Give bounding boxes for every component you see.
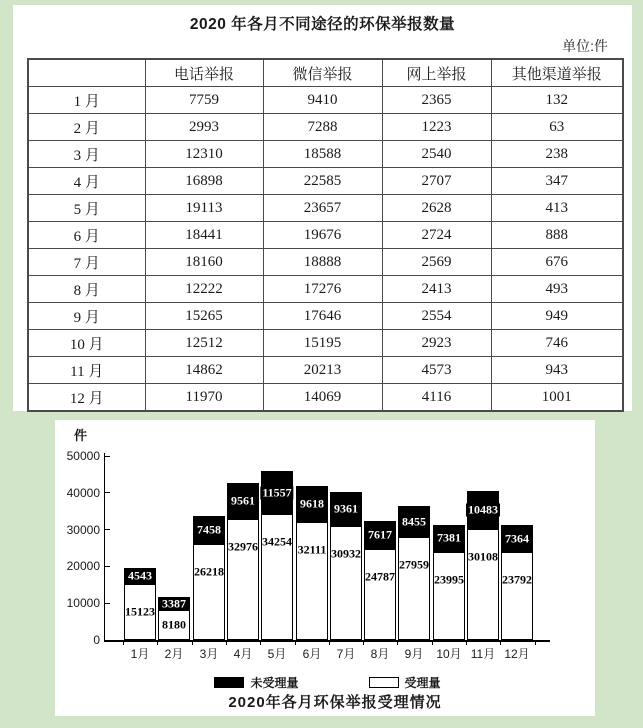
column-header-other: 其他渠道举报 xyxy=(491,59,623,87)
value-cell: 63 xyxy=(491,114,623,141)
y-tick-label: 40000 xyxy=(66,485,100,500)
value-cell: 9410 xyxy=(263,87,382,114)
value-cell: 12222 xyxy=(145,276,263,303)
stacked-bar-chart-panel xyxy=(55,420,595,716)
value-cell: 1001 xyxy=(491,384,623,412)
month-cell: 12 月 xyxy=(28,384,145,412)
value-cell: 949 xyxy=(491,303,623,330)
value-cell: 1223 xyxy=(382,114,491,141)
month-cell: 8 月 xyxy=(28,276,145,303)
accepted-swatch-icon xyxy=(369,677,399,688)
report-table-body xyxy=(28,87,623,412)
month-cell: 4 月 xyxy=(28,168,145,195)
accepted-value-label: 15123 xyxy=(125,604,155,619)
bar-segment-accepted xyxy=(261,514,293,640)
value-cell: 19676 xyxy=(263,222,382,249)
value-cell: 7288 xyxy=(263,114,382,141)
column-header-month xyxy=(28,59,145,87)
x-axis-month-label: 2月 xyxy=(164,647,184,661)
y-tick-mark xyxy=(105,492,110,493)
bar-segment-accepted xyxy=(501,552,533,640)
x-tick-mark xyxy=(157,642,158,645)
value-cell: 2923 xyxy=(382,330,491,357)
bar-segment-accepted xyxy=(467,529,499,640)
value-cell: 2707 xyxy=(382,168,491,195)
x-axis-month-label: 8月 xyxy=(370,647,390,661)
bar-segment-accepted xyxy=(227,519,259,640)
unaccepted-value-label: 10483 xyxy=(468,502,498,517)
y-tick-mark xyxy=(105,566,110,567)
bar-segment-accepted xyxy=(193,544,225,640)
value-cell: 2724 xyxy=(382,222,491,249)
bar-segment-accepted xyxy=(330,526,362,640)
value-cell: 132 xyxy=(491,87,623,114)
x-axis-month-label: 7月 xyxy=(336,647,356,661)
month-cell: 9 月 xyxy=(28,303,145,330)
value-cell: 2993 xyxy=(145,114,263,141)
column-header-wechat: 微信举报 xyxy=(263,59,382,87)
chart-legend xyxy=(105,674,550,691)
value-cell: 14862 xyxy=(145,357,263,384)
x-axis-month-label: 5月 xyxy=(267,647,287,661)
y-axis-line xyxy=(104,453,106,642)
y-tick-label: 20000 xyxy=(66,559,100,574)
unaccepted-value-label: 11557 xyxy=(262,485,292,500)
value-cell: 12310 xyxy=(145,141,263,168)
accepted-value-label: 8180 xyxy=(162,617,186,632)
value-cell: 888 xyxy=(491,222,623,249)
unaccepted-value-label: 7381 xyxy=(437,530,461,545)
x-tick-mark xyxy=(466,642,467,645)
value-cell: 347 xyxy=(491,168,623,195)
legend-label-unaccepted: 未受理量 xyxy=(250,676,299,690)
column-header-phone: 电话举报 xyxy=(145,59,263,87)
accepted-value-label: 27959 xyxy=(399,557,429,572)
unaccepted-value-label: 8455 xyxy=(402,514,426,529)
x-tick-mark xyxy=(500,642,501,645)
unaccepted-value-label: 7458 xyxy=(197,522,221,537)
month-cell: 1 月 xyxy=(28,87,145,114)
x-tick-mark xyxy=(363,642,364,645)
value-cell: 2365 xyxy=(382,87,491,114)
table-row xyxy=(28,168,623,195)
table-row xyxy=(28,303,623,330)
month-cell: 10 月 xyxy=(28,330,145,357)
table-row xyxy=(28,276,623,303)
value-cell: 493 xyxy=(491,276,623,303)
month-cell: 2 月 xyxy=(28,114,145,141)
y-tick-label: 10000 xyxy=(66,596,100,611)
x-tick-mark xyxy=(123,642,124,645)
x-tick-mark xyxy=(432,642,433,645)
bar-segment-accepted xyxy=(296,522,328,640)
value-cell: 17276 xyxy=(263,276,382,303)
value-cell: 943 xyxy=(491,357,623,384)
y-tick-mark xyxy=(105,640,110,641)
value-cell: 14069 xyxy=(263,384,382,412)
value-cell: 22585 xyxy=(263,168,382,195)
value-cell: 18441 xyxy=(145,222,263,249)
unaccepted-swatch-icon xyxy=(214,677,244,688)
legend-entry-accepted xyxy=(369,674,441,691)
value-cell: 19113 xyxy=(145,195,263,222)
x-axis-month-label: 1月 xyxy=(130,647,150,661)
value-cell: 2628 xyxy=(382,195,491,222)
table-row xyxy=(28,384,623,412)
value-cell: 12512 xyxy=(145,330,263,357)
accepted-value-label: 34254 xyxy=(262,534,292,549)
table-row xyxy=(28,195,623,222)
value-cell: 2554 xyxy=(382,303,491,330)
table-row xyxy=(28,357,623,384)
month-cell: 3 月 xyxy=(28,141,145,168)
accepted-value-label: 24787 xyxy=(365,569,395,584)
value-cell: 4573 xyxy=(382,357,491,384)
y-axis-unit-label: 件 xyxy=(74,428,88,443)
table-row xyxy=(28,114,623,141)
value-cell: 17646 xyxy=(263,303,382,330)
accepted-value-label: 30108 xyxy=(468,549,498,564)
value-cell: 746 xyxy=(491,330,623,357)
table-header-row xyxy=(28,59,623,87)
value-cell: 18588 xyxy=(263,141,382,168)
x-tick-mark xyxy=(397,642,398,645)
accepted-value-label: 30932 xyxy=(331,546,361,561)
unit-label: 单位:件 xyxy=(562,38,608,54)
value-cell: 16898 xyxy=(145,168,263,195)
x-tick-mark xyxy=(226,642,227,645)
value-cell: 2413 xyxy=(382,276,491,303)
value-cell: 4116 xyxy=(382,384,491,412)
month-cell: 11 月 xyxy=(28,357,145,384)
table-row xyxy=(28,249,623,276)
unaccepted-value-label: 7364 xyxy=(505,531,529,546)
unaccepted-value-label: 9361 xyxy=(334,501,358,516)
x-tick-mark xyxy=(329,642,330,645)
x-axis-month-label: 3月 xyxy=(199,647,219,661)
unaccepted-value-label: 9561 xyxy=(231,493,255,508)
value-cell: 23657 xyxy=(263,195,382,222)
table-row xyxy=(28,87,623,114)
y-tick-mark xyxy=(105,529,110,530)
value-cell: 20213 xyxy=(263,357,382,384)
report-table-panel xyxy=(13,5,632,411)
value-cell: 676 xyxy=(491,249,623,276)
bar-segment-accepted xyxy=(398,537,430,640)
unaccepted-value-label: 9618 xyxy=(300,496,324,511)
x-axis-month-label: 12月 xyxy=(504,647,530,661)
y-tick-label: 50000 xyxy=(66,449,100,463)
accepted-value-label: 32976 xyxy=(228,539,258,554)
unaccepted-value-label: 3387 xyxy=(162,596,186,611)
x-axis-month-label: 4月 xyxy=(233,647,253,661)
value-cell: 15195 xyxy=(263,330,382,357)
unaccepted-value-label: 7617 xyxy=(368,527,392,542)
accepted-value-label: 32111 xyxy=(297,542,327,557)
x-axis-month-label: 11月 xyxy=(470,647,496,661)
value-cell: 18888 xyxy=(263,249,382,276)
table-row xyxy=(28,141,623,168)
value-cell: 238 xyxy=(491,141,623,168)
x-tick-mark xyxy=(295,642,296,645)
month-cell: 7 月 xyxy=(28,249,145,276)
column-header-online: 网上举报 xyxy=(382,59,491,87)
x-axis-line xyxy=(104,640,551,642)
month-cell: 5 月 xyxy=(28,195,145,222)
value-cell: 413 xyxy=(491,195,623,222)
value-cell: 18160 xyxy=(145,249,263,276)
unaccepted-value-label: 4543 xyxy=(128,568,152,583)
accepted-value-label: 23995 xyxy=(434,572,464,587)
accepted-value-label: 26218 xyxy=(194,564,224,579)
value-cell: 2569 xyxy=(382,249,491,276)
value-cell: 11970 xyxy=(145,384,263,412)
month-cell: 6 月 xyxy=(28,222,145,249)
table-row xyxy=(28,330,623,357)
y-tick-label: 0 xyxy=(93,633,100,647)
x-tick-mark xyxy=(260,642,261,645)
x-tick-mark xyxy=(192,642,193,645)
value-cell: 2540 xyxy=(382,141,491,168)
report-table xyxy=(27,58,624,412)
x-axis-month-label: 9月 xyxy=(404,647,424,661)
x-axis-month-label: 10月 xyxy=(436,647,462,661)
x-axis-month-label: 6月 xyxy=(302,647,322,661)
bar-segment-accepted xyxy=(364,549,396,640)
legend-entry-unaccepted xyxy=(214,674,298,691)
table-row xyxy=(28,222,623,249)
value-cell: 15265 xyxy=(145,303,263,330)
accepted-value-label: 23792 xyxy=(502,572,532,587)
table-title: 2020 年各月不同途径的环保举报数量 xyxy=(189,16,456,33)
y-tick-mark xyxy=(105,456,110,457)
bar-segment-accepted xyxy=(433,552,465,640)
y-tick-mark xyxy=(105,603,110,604)
y-tick-label: 30000 xyxy=(66,522,100,537)
chart-title: 2020年各月环保举报受理情况 xyxy=(228,694,442,711)
x-tick-mark xyxy=(535,642,536,645)
legend-label-accepted: 受理量 xyxy=(404,676,441,690)
value-cell: 7759 xyxy=(145,87,263,114)
